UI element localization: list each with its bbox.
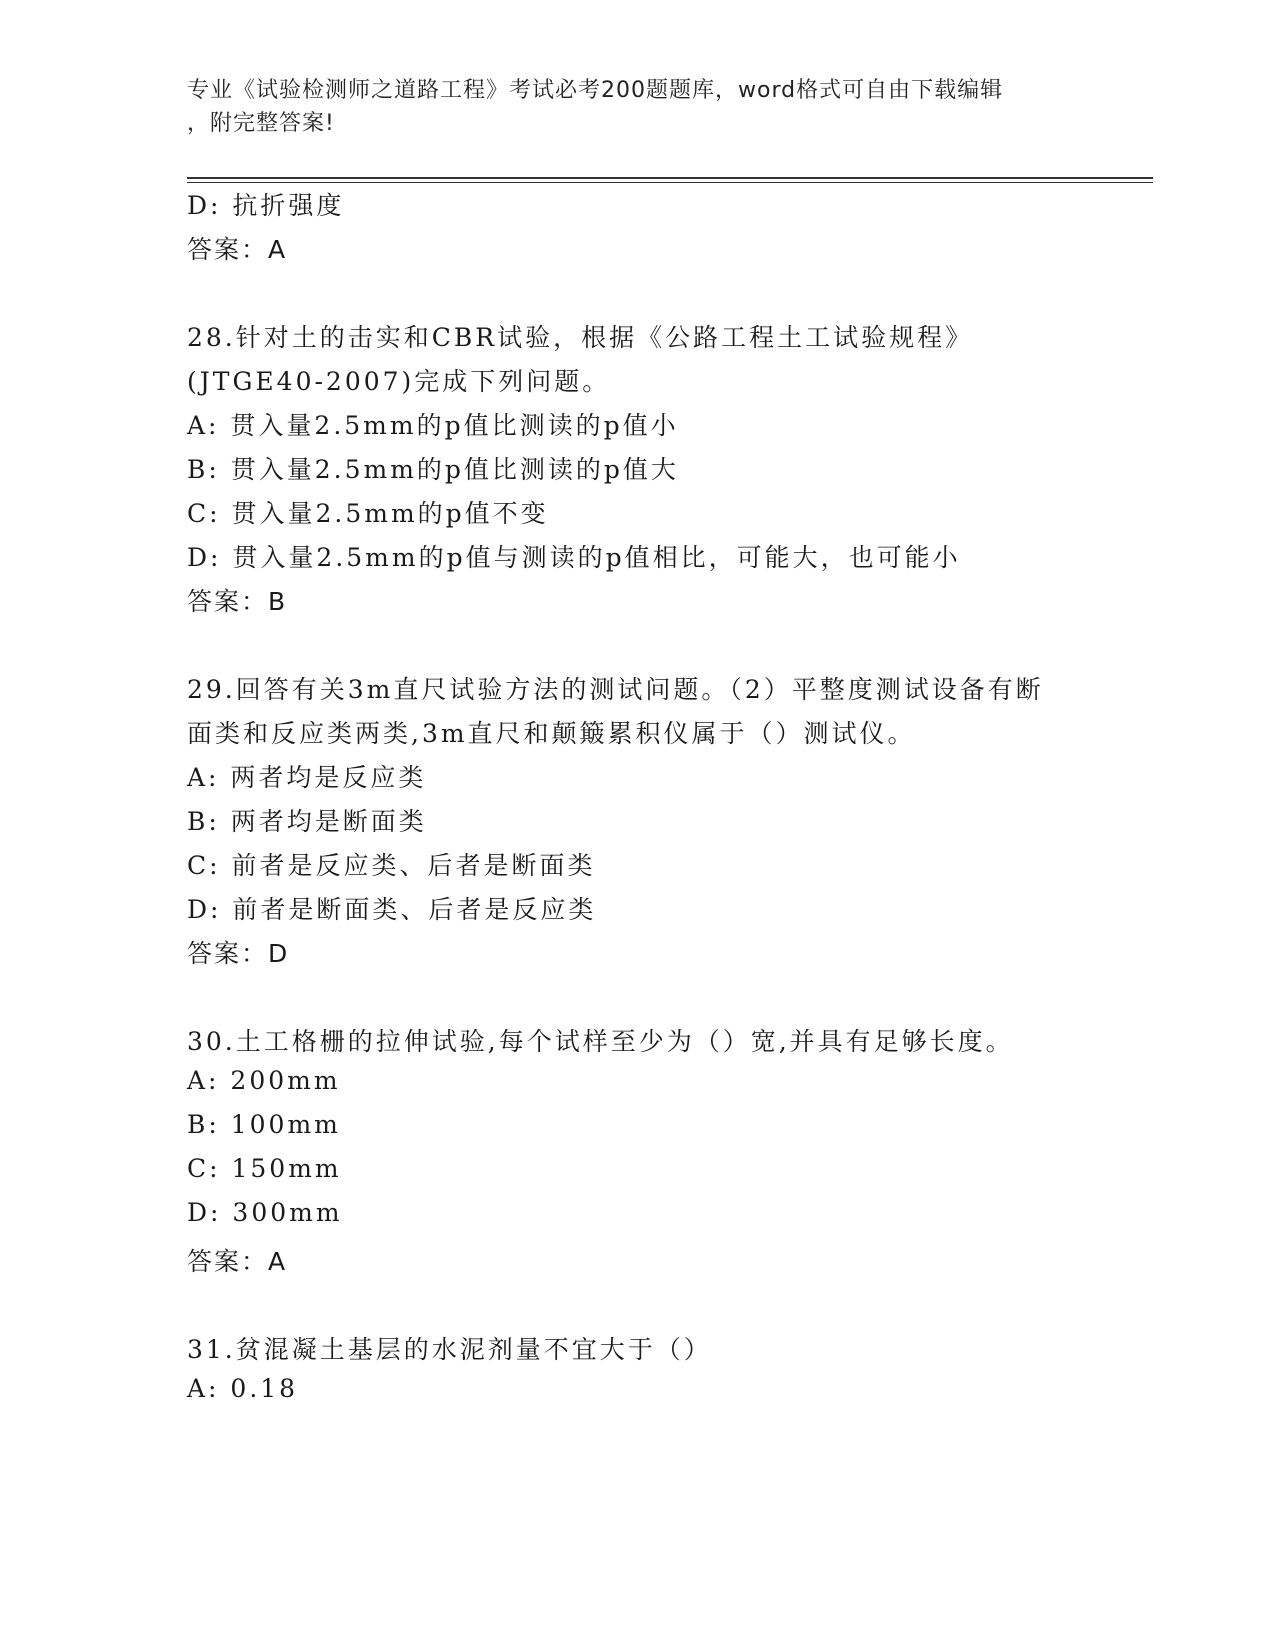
q28-stem-line-1: 28.针对土的击实和CBR试验，根据《公路工程土工试验规程》 (187, 323, 974, 352)
q31-stem-line-1: 31.贫混凝土基层的水泥剂量不宜大于（） (187, 1335, 712, 1364)
header-title-line-1: 专业《试验检测师之道路工程》考试必考200题题库，word格式可自由下载编辑 (187, 78, 1004, 103)
q29-stem-line-2: 面类和反应类两类,3m直尺和颠簸累积仪属于（）测试仪。 (187, 719, 916, 748)
document-header (187, 74, 1067, 140)
q28-stem-line-2: (JTGE40-2007)完成下列问题。 (187, 367, 611, 396)
q30-answer: 答案：A (187, 1247, 288, 1276)
q30-stem-line-1: 30.土工格栅的拉伸试验,每个试样至少为（）宽,并具有足够长度。 (187, 1027, 1014, 1056)
q29-stem-line-1: 29.回答有关3m直尺试验方法的测试问题。（2）平整度测试设备有断 (187, 675, 1044, 704)
q30-option-a: A: 200mm (187, 1066, 341, 1095)
header-divider-thin (187, 182, 1153, 183)
q28-option-a: A: 贯入量2.5mm的p值比测读的p值小 (187, 411, 679, 440)
q28-answer: 答案：B (187, 587, 288, 616)
q27-option-d: D: 抗折强度 (187, 191, 345, 220)
q30-option-c: C: 150mm (187, 1154, 342, 1183)
q31-option-a: A: 0.18 (187, 1374, 299, 1403)
header-divider-thick (187, 177, 1153, 179)
q27-answer: 答案：A (187, 235, 288, 264)
q28-option-d: D: 贯入量2.5mm的p值与测读的p值相比，可能大，也可能小 (187, 543, 961, 572)
q29-option-a: A: 两者均是反应类 (187, 763, 427, 792)
q28-option-c: C: 贯入量2.5mm的p值不变 (187, 499, 549, 528)
q30-option-d: D: 300mm (187, 1198, 343, 1227)
q28-option-b: B: 贯入量2.5mm的p值比测读的p值大 (187, 455, 679, 484)
q29-answer: 答案：D (187, 939, 290, 968)
header-title-line-2: ，附完整答案! (187, 111, 335, 136)
q30-option-b: B: 100mm (187, 1110, 341, 1139)
q29-option-d: D: 前者是断面类、后者是反应类 (187, 895, 597, 924)
q29-option-c: C: 前者是反应类、后者是断面类 (187, 851, 596, 880)
q29-option-b: B: 两者均是断面类 (187, 807, 427, 836)
